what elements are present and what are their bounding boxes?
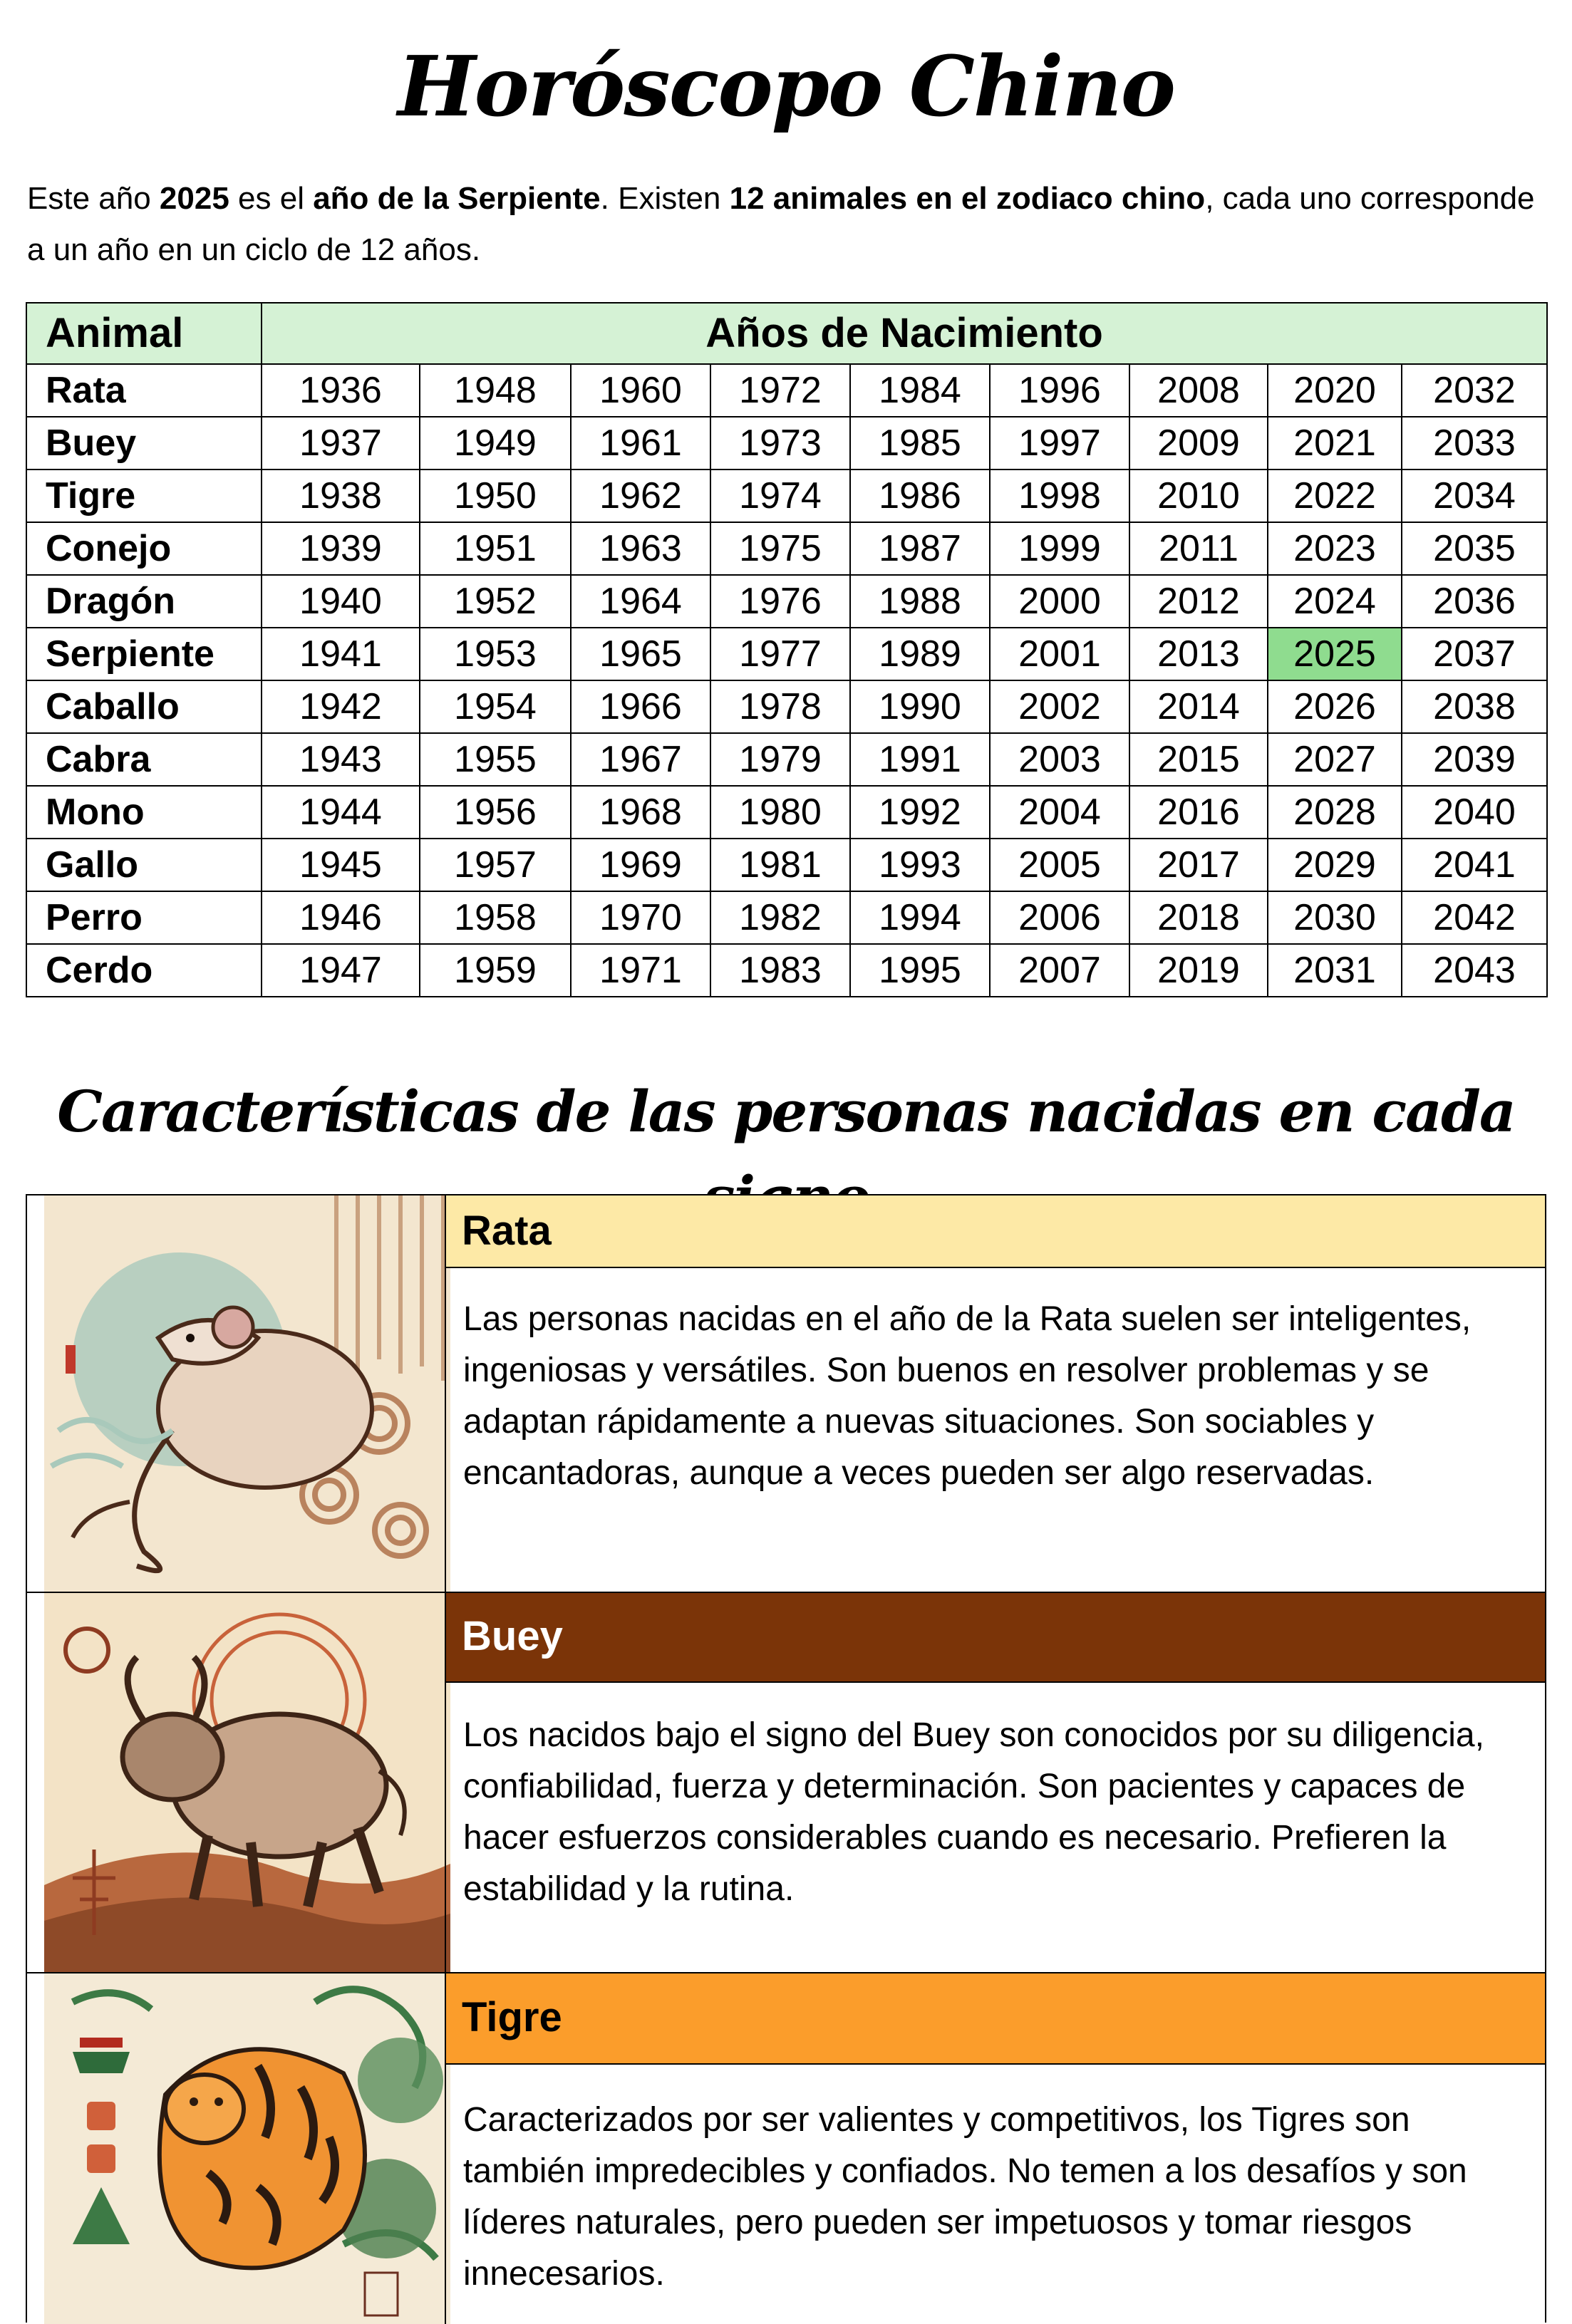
year-cell-highlighted: 2025	[1268, 628, 1402, 680]
year-cell: 2038	[1402, 680, 1547, 733]
year-cell: 2031	[1268, 944, 1402, 997]
year-cell: 1951	[420, 522, 571, 575]
year-cell: 1988	[850, 575, 990, 628]
year-cell: 2029	[1268, 839, 1402, 891]
year-cell: 1938	[262, 470, 420, 522]
table-row	[26, 522, 1547, 575]
page-title: Horóscopo Chino	[397, 38, 1175, 135]
intro-year-animal: año de la Serpiente	[313, 181, 601, 216]
table-row	[26, 575, 1547, 628]
year-cell: 1939	[262, 522, 420, 575]
table-row	[26, 733, 1547, 786]
year-cell: 1956	[420, 786, 571, 839]
year-cell: 1963	[571, 522, 710, 575]
year-cell: 2000	[990, 575, 1129, 628]
year-cell: 1965	[571, 628, 710, 680]
table-row	[26, 470, 1547, 522]
year-cell: 1981	[710, 839, 850, 891]
sign-name-tigre: Tigre	[462, 1994, 562, 2040]
year-cell: 2021	[1268, 417, 1402, 470]
table-row	[26, 364, 1547, 417]
year-cell: 1984	[850, 364, 990, 417]
year-cell: 2022	[1268, 470, 1402, 522]
year-cell: 2033	[1402, 417, 1547, 470]
sign-name-buey: Buey	[462, 1613, 563, 1659]
year-cell: 1953	[420, 628, 571, 680]
year-cell: 2027	[1268, 733, 1402, 786]
year-cell: 2043	[1402, 944, 1547, 997]
year-cell: 1987	[850, 522, 990, 575]
year-cell: 1973	[710, 417, 850, 470]
birth-years-table	[26, 302, 1548, 997]
year-cell: 1983	[710, 944, 850, 997]
year-cell: 1997	[990, 417, 1129, 470]
animal-name-cell: Gallo	[26, 839, 262, 891]
ox-illustration	[44, 1593, 450, 1973]
year-cell: 2014	[1129, 680, 1268, 733]
year-cell: 2039	[1402, 733, 1547, 786]
table-row	[26, 944, 1547, 997]
year-cell: 2042	[1402, 891, 1547, 944]
year-cell: 1940	[262, 575, 420, 628]
intro-text-2: es el	[229, 181, 314, 216]
year-cell: 2034	[1402, 470, 1547, 522]
year-cell: 1943	[262, 733, 420, 786]
year-cell: 1936	[262, 364, 420, 417]
animal-name-cell: Dragón	[26, 575, 262, 628]
year-cell: 2016	[1129, 786, 1268, 839]
year-cell: 1937	[262, 417, 420, 470]
sign-header-tigre	[446, 1973, 1545, 2065]
year-cell: 1993	[850, 839, 990, 891]
animal-name-cell: Perro	[26, 891, 262, 944]
year-cell: 1989	[850, 628, 990, 680]
year-cell: 2015	[1129, 733, 1268, 786]
year-cell: 1979	[710, 733, 850, 786]
year-cell: 1960	[571, 364, 710, 417]
year-cell: 1958	[420, 891, 571, 944]
table-row	[26, 680, 1547, 733]
year-cell: 2041	[1402, 839, 1547, 891]
year-cell: 1954	[420, 680, 571, 733]
table-row	[26, 417, 1547, 470]
sign-description-buey: Los nacidos bajo el signo del Buey son conocidos por su diligencia, confiabilidad, fuerza y determinación. Son pacientes y capaces de hacer esfuerzos considerables cuando es necesario. Prefieren la estabilidad y la rutina.	[463, 1716, 1484, 1908]
year-cell: 1948	[420, 364, 571, 417]
animal-name-cell: Cerdo	[26, 944, 262, 997]
year-cell: 2007	[990, 944, 1129, 997]
animal-name-cell: Conejo	[26, 522, 262, 575]
year-cell: 2001	[990, 628, 1129, 680]
year-cell: 1974	[710, 470, 850, 522]
year-cell: 1964	[571, 575, 710, 628]
table-header-row	[26, 303, 1547, 364]
year-cell: 2011	[1129, 522, 1268, 575]
year-cell: 2017	[1129, 839, 1268, 891]
year-cell: 1959	[420, 944, 571, 997]
year-cell: 1971	[571, 944, 710, 997]
sign-description-tigre: Caracterizados por ser valientes y competitivos, los Tigres son también impredecibles y confiados. No temen a los desafíos y son líderes naturales, pero pueden ser impetuosos y tomar riesgos innecesarios.	[463, 2101, 1467, 2293]
year-cell: 1952	[420, 575, 571, 628]
year-cell: 1970	[571, 891, 710, 944]
animal-name-cell: Serpiente	[26, 628, 262, 680]
section-title: Características de las personas nacidas en cada	[57, 1078, 1515, 1145]
year-cell: 2008	[1129, 364, 1268, 417]
year-cell: 1957	[420, 839, 571, 891]
animal-name-cell: Cabra	[26, 733, 262, 786]
year-cell: 1982	[710, 891, 850, 944]
year-cell: 2009	[1129, 417, 1268, 470]
sign-description-rata: Las personas nacidas en el año de la Rata suelen ser inteligentes, ingeniosas y versátiles. Son buenos en resolver problemas y se adaptan rápidamente a nuevas situaciones. Son sociables y encantadoras, aunque a veces pueden ser algo reservadas.	[463, 1300, 1472, 1492]
header-birth-years: Años de Nacimiento	[262, 303, 1547, 364]
year-cell: 2002	[990, 680, 1129, 733]
sign-header-rata	[446, 1195, 1545, 1268]
year-cell: 1950	[420, 470, 571, 522]
year-cell: 2028	[1268, 786, 1402, 839]
sign-row-tigre	[27, 1973, 1545, 2324]
animal-name-cell: Tigre	[26, 470, 262, 522]
year-cell: 2019	[1129, 944, 1268, 997]
intro-paragraph	[27, 173, 1545, 276]
header-animal: Animal	[26, 303, 262, 364]
year-cell: 1995	[850, 944, 990, 997]
year-cell: 2010	[1129, 470, 1268, 522]
table-row	[26, 891, 1547, 944]
year-cell: 1991	[850, 733, 990, 786]
animal-name-cell: Buey	[26, 417, 262, 470]
year-cell: 2040	[1402, 786, 1547, 839]
year-cell: 2012	[1129, 575, 1268, 628]
year-cell: 1975	[710, 522, 850, 575]
year-cell: 1999	[990, 522, 1129, 575]
year-cell: 1947	[262, 944, 420, 997]
animal-name-cell: Rata	[26, 364, 262, 417]
year-cell: 1966	[571, 680, 710, 733]
year-cell: 2024	[1268, 575, 1402, 628]
year-cell: 1949	[420, 417, 571, 470]
year-cell: 2006	[990, 891, 1129, 944]
year-cell: 2005	[990, 839, 1129, 891]
year-cell: 1942	[262, 680, 420, 733]
year-cell: 1972	[710, 364, 850, 417]
animal-name-cell: Mono	[26, 786, 262, 839]
year-cell: 1944	[262, 786, 420, 839]
year-cell: 1980	[710, 786, 850, 839]
year-cell: 1986	[850, 470, 990, 522]
year-cell: 1998	[990, 470, 1129, 522]
year-cell: 1945	[262, 839, 420, 891]
sign-name-rata: Rata	[462, 1208, 552, 1254]
sign-header-buey	[446, 1593, 1545, 1683]
year-cell: 1962	[571, 470, 710, 522]
year-cell: 1969	[571, 839, 710, 891]
animal-name-cell: Caballo	[26, 680, 262, 733]
year-cell: 1994	[850, 891, 990, 944]
year-cell: 1955	[420, 733, 571, 786]
year-cell: 1961	[571, 417, 710, 470]
year-cell: 2037	[1402, 628, 1547, 680]
year-cell: 1977	[710, 628, 850, 680]
intro-animal-count: 12 animales en el zodiaco chino	[729, 181, 1206, 216]
year-cell: 2018	[1129, 891, 1268, 944]
year-cell: 2030	[1268, 891, 1402, 944]
year-cell: 2004	[990, 786, 1129, 839]
year-cell: 1992	[850, 786, 990, 839]
year-cell: 1976	[710, 575, 850, 628]
rat-illustration	[44, 1195, 450, 1593]
year-cell: 1967	[571, 733, 710, 786]
table-row	[26, 628, 1547, 680]
year-cell: 2003	[990, 733, 1129, 786]
intro-year: 2025	[159, 181, 229, 216]
year-cell: 2013	[1129, 628, 1268, 680]
table-row	[26, 839, 1547, 891]
year-cell: 2020	[1268, 364, 1402, 417]
sign-row-buey	[27, 1593, 1545, 1973]
year-cell: 1990	[850, 680, 990, 733]
year-cell: 2032	[1402, 364, 1547, 417]
year-cell: 1985	[850, 417, 990, 470]
year-cell: 2026	[1268, 680, 1402, 733]
year-cell: 2035	[1402, 522, 1547, 575]
sign-row-rata	[27, 1195, 1545, 1593]
year-cell: 1996	[990, 364, 1129, 417]
year-cell: 2023	[1268, 522, 1402, 575]
tiger-illustration	[44, 1973, 450, 2324]
intro-text-4: , cada uno corresponde a un año en un ciclo de 12 años.	[27, 181, 1535, 267]
intro-text-1: Este año	[27, 181, 160, 216]
intro-text-3: . Existen	[600, 181, 730, 216]
year-cell: 2036	[1402, 575, 1547, 628]
year-cell: 1941	[262, 628, 420, 680]
table-row	[26, 786, 1547, 839]
year-cell: 1978	[710, 680, 850, 733]
year-cell: 1968	[571, 786, 710, 839]
year-cell: 1946	[262, 891, 420, 944]
signs-table	[26, 1194, 1546, 2323]
